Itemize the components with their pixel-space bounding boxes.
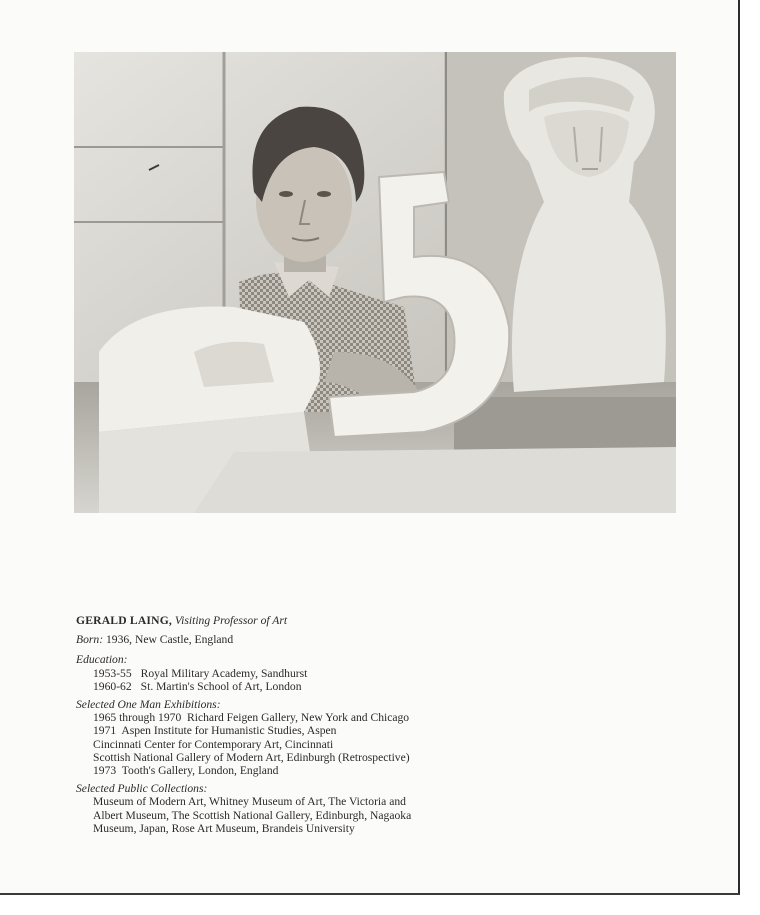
photo-illustration	[74, 52, 676, 513]
collections-section	[76, 782, 496, 835]
collections-line: Albert Museum, The Scottish National Gallery, Edinburgh, Nagaoka	[93, 808, 412, 822]
exhibition-item: 1973 Tooth's Gallery, London, England	[93, 764, 279, 778]
born-value: 1936, New Castle, England	[105, 633, 234, 647]
education-place: Royal Military Academy, Sandhurst	[140, 666, 308, 680]
born-label: Born:	[76, 633, 104, 647]
artist-name: GERALD LAING,	[76, 614, 173, 627]
exhibition-item: Cincinnati Center for Contemporary Art, Cincinnati	[93, 737, 334, 751]
collections-line: Museum of Modern Art, Whitney Museum of Art, The Victoria and	[93, 795, 406, 809]
education-item	[76, 667, 496, 680]
exhibition-item: Scottish National Gallery of Modern Art, Edinburgh (Retrospective)	[93, 750, 410, 764]
bio-text-block	[76, 614, 496, 840]
exhibition-item: 1971 Aspen Institute for Humanistic Studies, Aspen	[93, 724, 337, 738]
exhibitions-section	[76, 698, 496, 777]
bio-heading	[76, 614, 496, 627]
education-years: 1960-62	[93, 679, 132, 693]
education-item	[76, 680, 496, 693]
collections-line: Museum, Japan, Rose Art Museum, Brandeis University	[93, 821, 355, 835]
education-years: 1953-55	[93, 666, 132, 680]
education-place: St. Martin's School of Art, London	[140, 679, 302, 693]
portrait-photo	[74, 52, 676, 513]
education-section	[76, 653, 496, 693]
scan-margin	[740, 0, 760, 915]
education-label: Education:	[76, 653, 128, 667]
exhibitions-label: Selected One Man Exhibitions:	[76, 698, 221, 712]
born-line	[76, 633, 496, 646]
collections-label: Selected Public Collections:	[76, 782, 208, 796]
artist-title: Visiting Professor of Art	[174, 614, 288, 627]
exhibition-item: 1965 through 1970 Richard Feigen Gallery, New York and Chicago	[93, 711, 410, 725]
